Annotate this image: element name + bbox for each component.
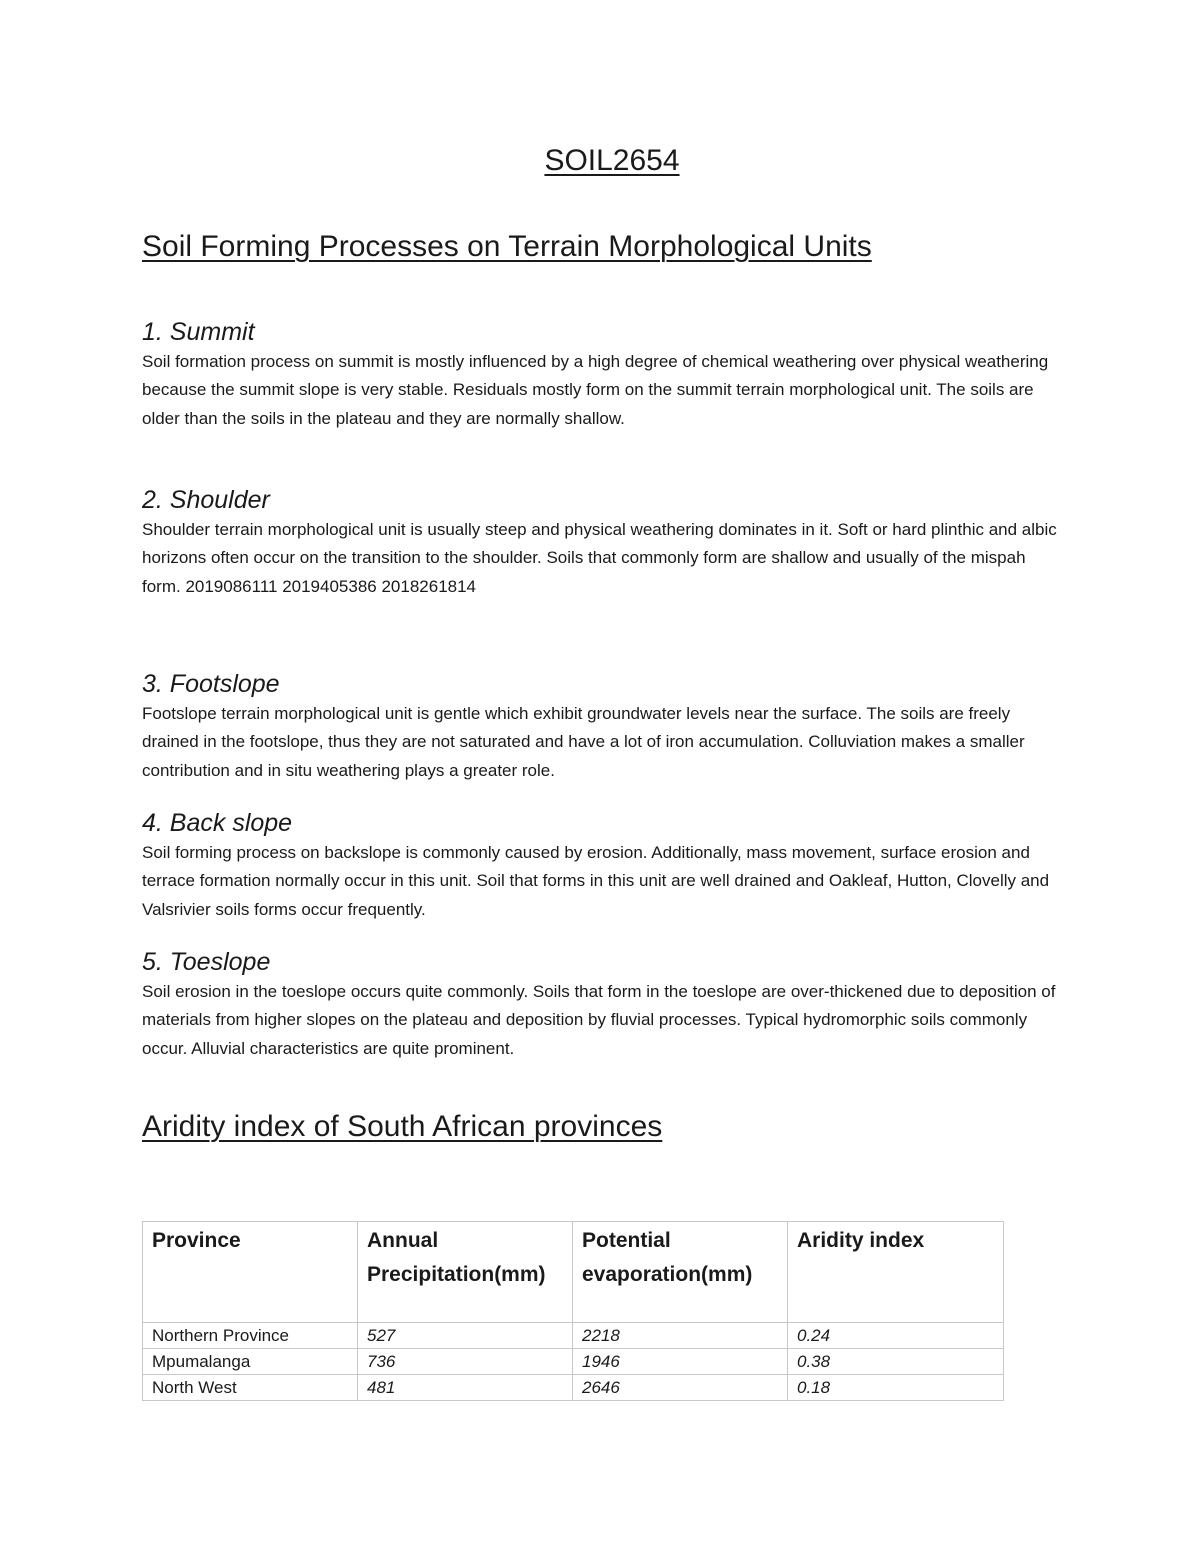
section-heading: 2. Shoulder <box>142 486 270 514</box>
table-row <box>143 1349 1004 1375</box>
cell-evaporation: 1946 <box>573 1349 788 1375</box>
section-summit <box>142 316 1062 433</box>
main-title: Soil Forming Processes on Terrain Morphological Units <box>142 230 872 263</box>
section-footslope <box>142 668 1062 785</box>
header-province: Province <box>143 1222 358 1323</box>
section-heading: 5. Toeslope <box>142 948 271 976</box>
header-aridity-index: Aridity index <box>788 1222 1004 1323</box>
cell-aridity-index: 0.24 <box>788 1323 1004 1349</box>
cell-precipitation: 736 <box>358 1349 573 1375</box>
section-toeslope <box>142 946 1062 1063</box>
section-heading: 3. Footslope <box>142 670 280 698</box>
section-body: Soil forming process on backslope is commonly caused by erosion. Additionally, mass movement, surface erosion and terrace formation normally occur in this unit. Soil that forms in this unit are well drained and Oakleaf, Hutton, Clovelly and Valsrivier soils forms occur frequently. <box>142 843 1050 919</box>
cell-precipitation: 527 <box>358 1323 573 1349</box>
cell-aridity-index: 0.38 <box>788 1349 1004 1375</box>
cell-evaporation: 2646 <box>573 1375 788 1401</box>
section-back-slope <box>142 807 1062 924</box>
course-code: SOIL2654 <box>544 144 680 177</box>
section-body: Soil erosion in the toeslope occurs quite commonly. Soils that form in the toeslope are over-thickened due to deposition of materials from higher slopes on the plateau and deposition by fluvial processes. Typical hydromorphic soils commonly occur. Alluvial characteristics are quite prominent. <box>142 982 1056 1058</box>
cell-precipitation: 481 <box>358 1375 573 1401</box>
cell-aridity-index: 0.18 <box>788 1375 1004 1401</box>
section-heading: 1. Summit <box>142 318 255 346</box>
aridity-title: Aridity index of South African provinces <box>142 1110 663 1143</box>
table-header-row <box>143 1222 1004 1323</box>
section-body: Footslope terrain morphological unit is gentle which exhibit groundwater levels near the surface. The soils are freely drained in the footslope, thus they are not saturated and have a lot of iron accumulation. Colluviation makes a smaller contribution and in situ weathering plays a greater role. <box>142 704 1025 780</box>
header-annual-precipitation: Annual Precipitation(mm) <box>358 1222 573 1323</box>
header-potential-evaporation: Potential evaporation(mm) <box>573 1222 788 1323</box>
cell-province: Mpumalanga <box>143 1349 358 1375</box>
cell-evaporation: 2218 <box>573 1323 788 1349</box>
section-heading: 4. Back slope <box>142 809 293 837</box>
cell-province: North West <box>143 1375 358 1401</box>
section-shoulder <box>142 484 1062 601</box>
table-row <box>143 1323 1004 1349</box>
cell-province: Northern Province <box>143 1323 358 1349</box>
aridity-table <box>142 1221 1004 1401</box>
section-body: Shoulder terrain morphological unit is usually steep and physical weathering dominates in it. Soft or hard plinthic and albic horizons often occur on the transition to the shoulder. Soils that commonly form are shallow and usually of the mispah form. 2019086111 2019405386 2018261814 <box>142 520 1057 596</box>
section-body: Soil formation process on summit is mostly influenced by a high degree of chemical weathering over physical weathering because the summit slope is very stable. Residuals mostly form on the summit terrain morphological unit. The soils are older than the soils in the plateau and they are normally shallow. <box>142 352 1049 428</box>
table-row <box>143 1375 1004 1401</box>
